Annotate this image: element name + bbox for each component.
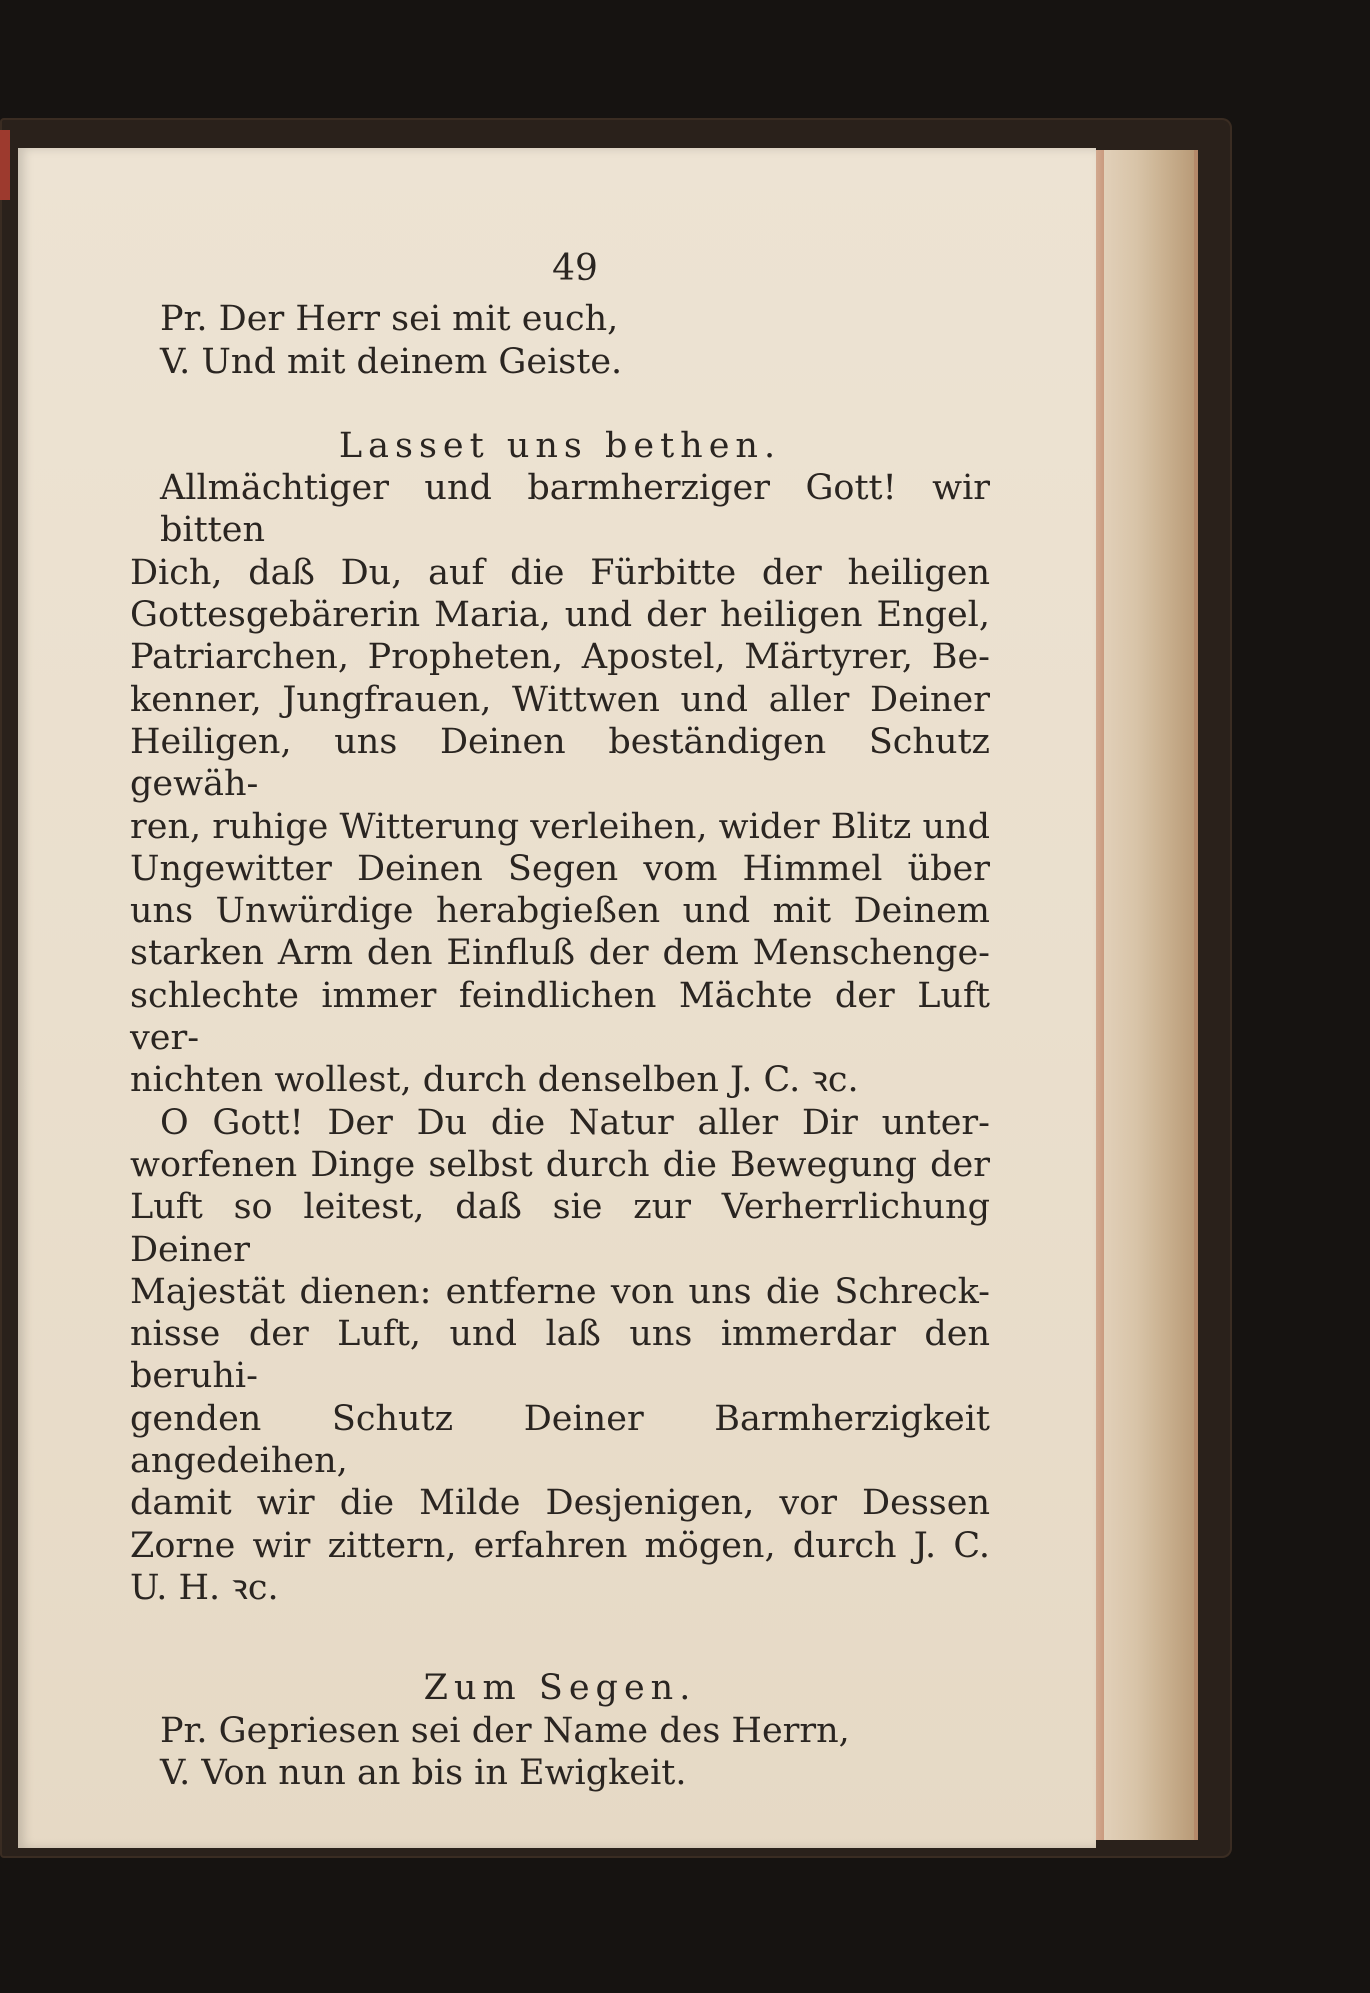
- text-line: schlechte immer feindlichen Mächte der Luft ver-: [130, 975, 990, 1059]
- book-page: [18, 148, 1096, 1848]
- versicle-block-1: [130, 298, 990, 383]
- cover-edge: [0, 130, 10, 200]
- versicle-block-2: [130, 1710, 990, 1795]
- text-line: genden Schutz Deiner Barmherzigkeit angedeihen,: [130, 1398, 990, 1482]
- versicle-line: Pr. Gepriesen sei der Name des Herrn,: [160, 1710, 850, 1751]
- text-line: kenner, Jungfrauen, Wittwen und aller Deiner: [130, 679, 990, 720]
- text-line: Zorne wir zittern, erfahren mögen, durch J. C.: [130, 1525, 990, 1566]
- versicle-line: V. Von nun an bis in Ewigkeit.: [160, 1752, 687, 1793]
- text-line: Luft so leitest, daß sie zur Verherrlichung Deiner: [130, 1187, 990, 1270]
- prayer-paragraph-1: [130, 467, 990, 1101]
- prayer-paragraph-2: [130, 1102, 990, 1610]
- text-line: U. H. ꝛc.: [130, 1567, 279, 1608]
- text-line: Heiligen, uns Deinen beständigen Schutz gewäh-: [130, 721, 990, 805]
- text-line: nichten wollest, durch denselben J. C. ꝛc.: [130, 1060, 859, 1101]
- text-line: uns Unwürdige herabgießen und mit Deinem: [130, 891, 990, 932]
- text-line: Gottesgebärerin Maria, und der heiligen Engel,: [130, 595, 990, 636]
- versicle-line: Pr. Der Herr sei mit euch,: [160, 299, 619, 340]
- text-line: worfenen Dinge selbst durch die Bewegung der: [130, 1144, 990, 1185]
- page-number: 49: [552, 248, 598, 289]
- text-line: Majestät dienen: entferne von uns die Schreck-: [130, 1271, 990, 1312]
- text-line: Patriarchen, Propheten, Apostel, Märtyrer, Be-: [130, 637, 990, 678]
- page-content: [130, 248, 990, 1794]
- section-heading: Lasset uns bethen.: [338, 425, 782, 466]
- versicle-line: V. Und mit deinem Geiste.: [160, 341, 623, 382]
- page-stack: [1098, 150, 1198, 1840]
- text-line: ren, ruhige Witterung verleihen, wider Blitz und: [130, 806, 990, 847]
- text-line: Dich, daß Du, auf die Fürbitte der heiligen: [130, 552, 990, 593]
- text-line: damit wir die Milde Desjenigen, vor Dessen: [130, 1483, 990, 1524]
- text-line: O Gott! Der Du die Natur aller Dir unter-: [160, 1102, 990, 1143]
- text-line: starken Arm den Einfluß der dem Menschenge-: [130, 933, 990, 974]
- text-line: Allmächtiger und barmherziger Gott! wir bitten: [160, 468, 990, 551]
- section-heading: Zum Segen.: [423, 1668, 697, 1709]
- text-line: Ungewitter Deinen Segen vom Himmel über: [130, 848, 990, 889]
- text-line: nisse der Luft, und laß uns immerdar den beruhi-: [130, 1314, 990, 1397]
